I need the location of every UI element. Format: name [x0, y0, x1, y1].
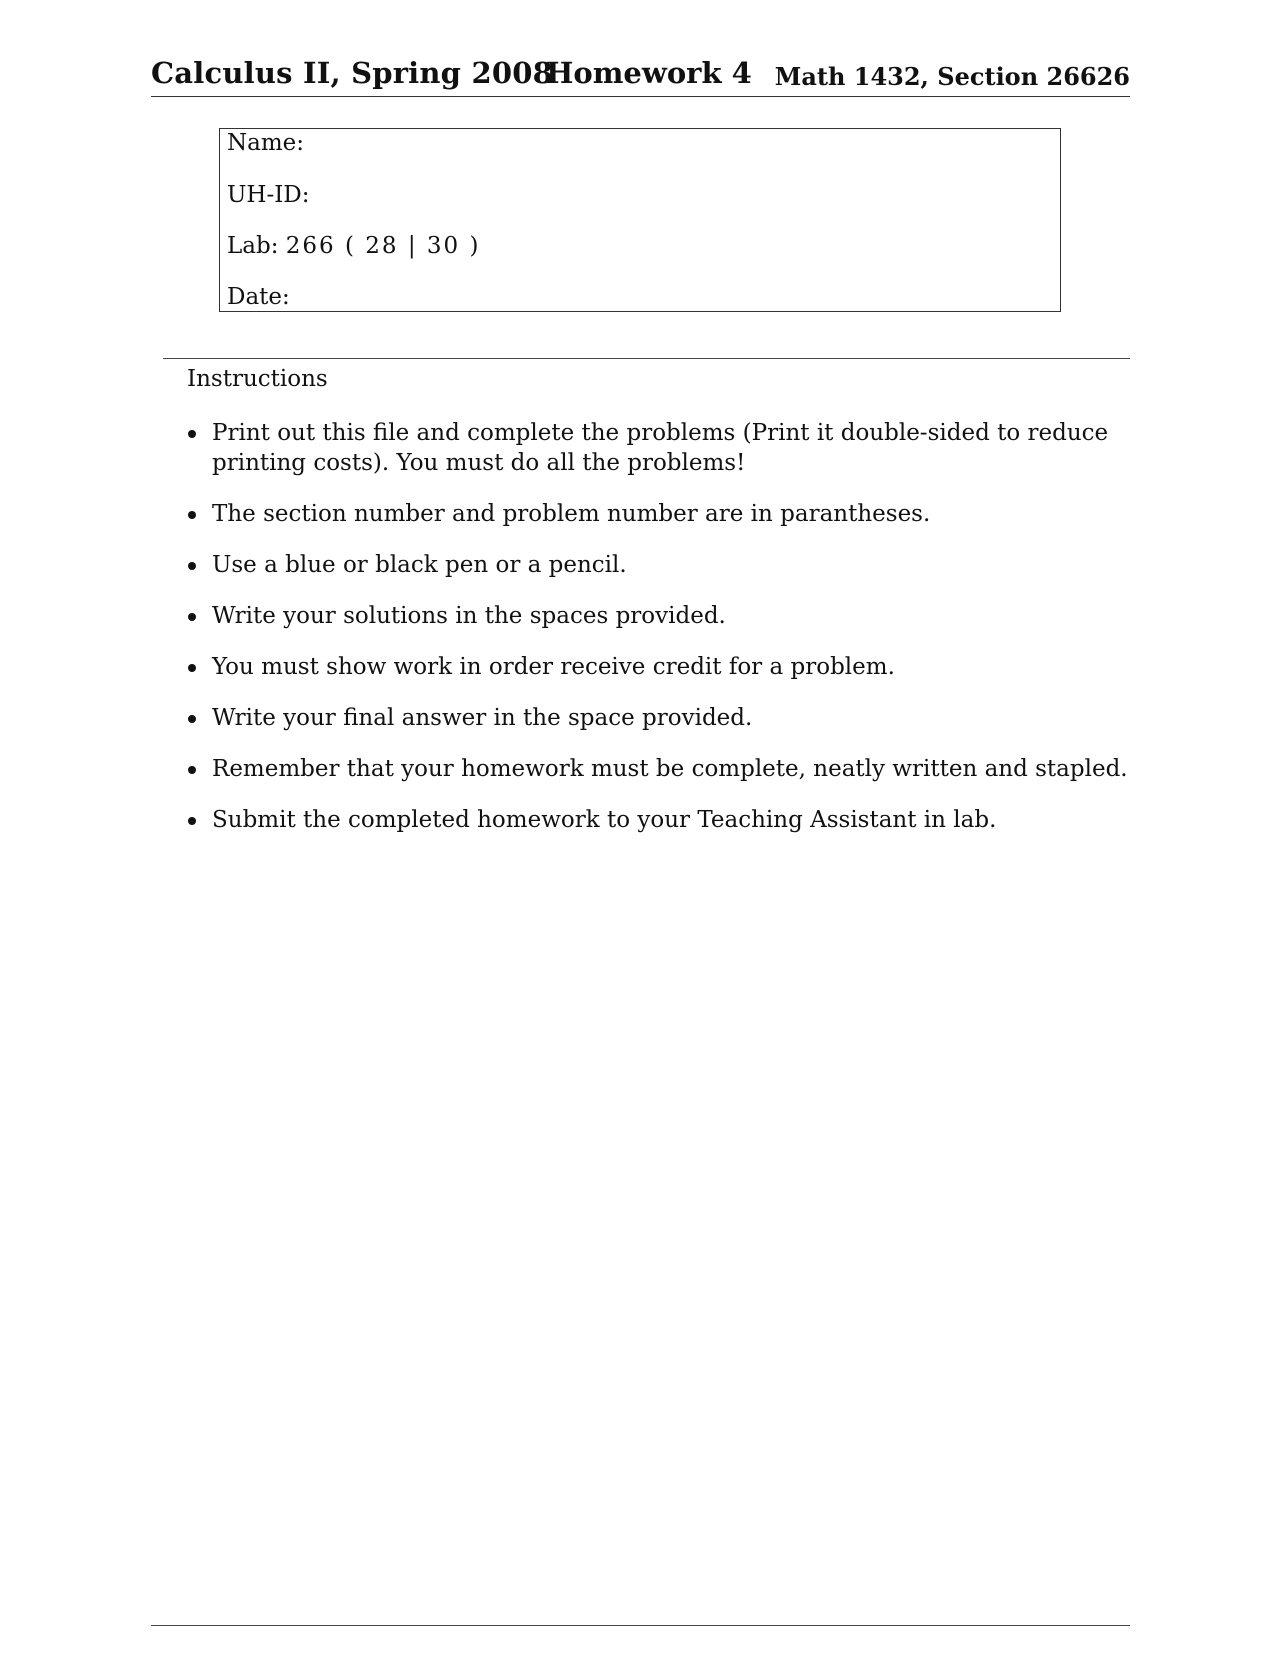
instructions-heading: Instructions [187, 366, 328, 392]
bullet-icon [188, 766, 196, 774]
bullet-icon [188, 511, 196, 519]
bullet-icon [188, 562, 196, 570]
lab-field [227, 233, 480, 259]
instruction-text: You must show work in order receive credit for a problem. [212, 654, 895, 680]
instruction-text: The section number and problem number are in parantheses. [212, 501, 931, 527]
instruction-text: Write your solutions in the spaces provided. [212, 603, 726, 629]
lab-choices: 266 ( 28 | 30 ) [285, 233, 481, 259]
instruction-text: Remember that your homework must be complete, neatly written and stapled. [212, 756, 1128, 782]
section-label: Math 1432, Section 26626 [774, 62, 1130, 91]
bullet-icon [188, 613, 196, 621]
date-label: Date: [227, 284, 290, 310]
student-info-box [219, 128, 1061, 312]
instruction-text: Submit the completed homework to your Teaching Assistant in lab. [212, 807, 997, 833]
list-item [183, 601, 1133, 631]
lab-label: Lab: [227, 233, 279, 259]
list-item [183, 550, 1133, 580]
list-item [183, 418, 1133, 478]
list-item [183, 499, 1133, 529]
name-field [227, 130, 304, 156]
instructions-list [183, 418, 1133, 856]
bullet-icon [188, 430, 196, 438]
page-header [151, 52, 1130, 97]
section-divider [163, 358, 1130, 359]
list-item [183, 754, 1133, 784]
instruction-text: Use a blue or black pen or a pencil. [212, 552, 627, 578]
course-title: Calculus II, Spring 2008 [151, 56, 553, 90]
list-item [183, 652, 1133, 682]
list-item [183, 805, 1133, 835]
uh-id-label: UH-ID: [227, 182, 310, 208]
date-field [227, 284, 290, 310]
uh-id-field [227, 182, 310, 208]
bullet-icon [188, 817, 196, 825]
name-label: Name: [227, 130, 305, 156]
bullet-icon [188, 715, 196, 723]
instruction-text: Write your final answer in the space provided. [212, 705, 753, 731]
list-item [183, 703, 1133, 733]
instruction-text: Print out this file and complete the problems (Print it double-sided to reduce printing costs). You must do all the problems! [212, 420, 1109, 476]
footer-rule [151, 1625, 1130, 1626]
bullet-icon [188, 664, 196, 672]
assignment-title: Homework 4 [546, 56, 752, 90]
